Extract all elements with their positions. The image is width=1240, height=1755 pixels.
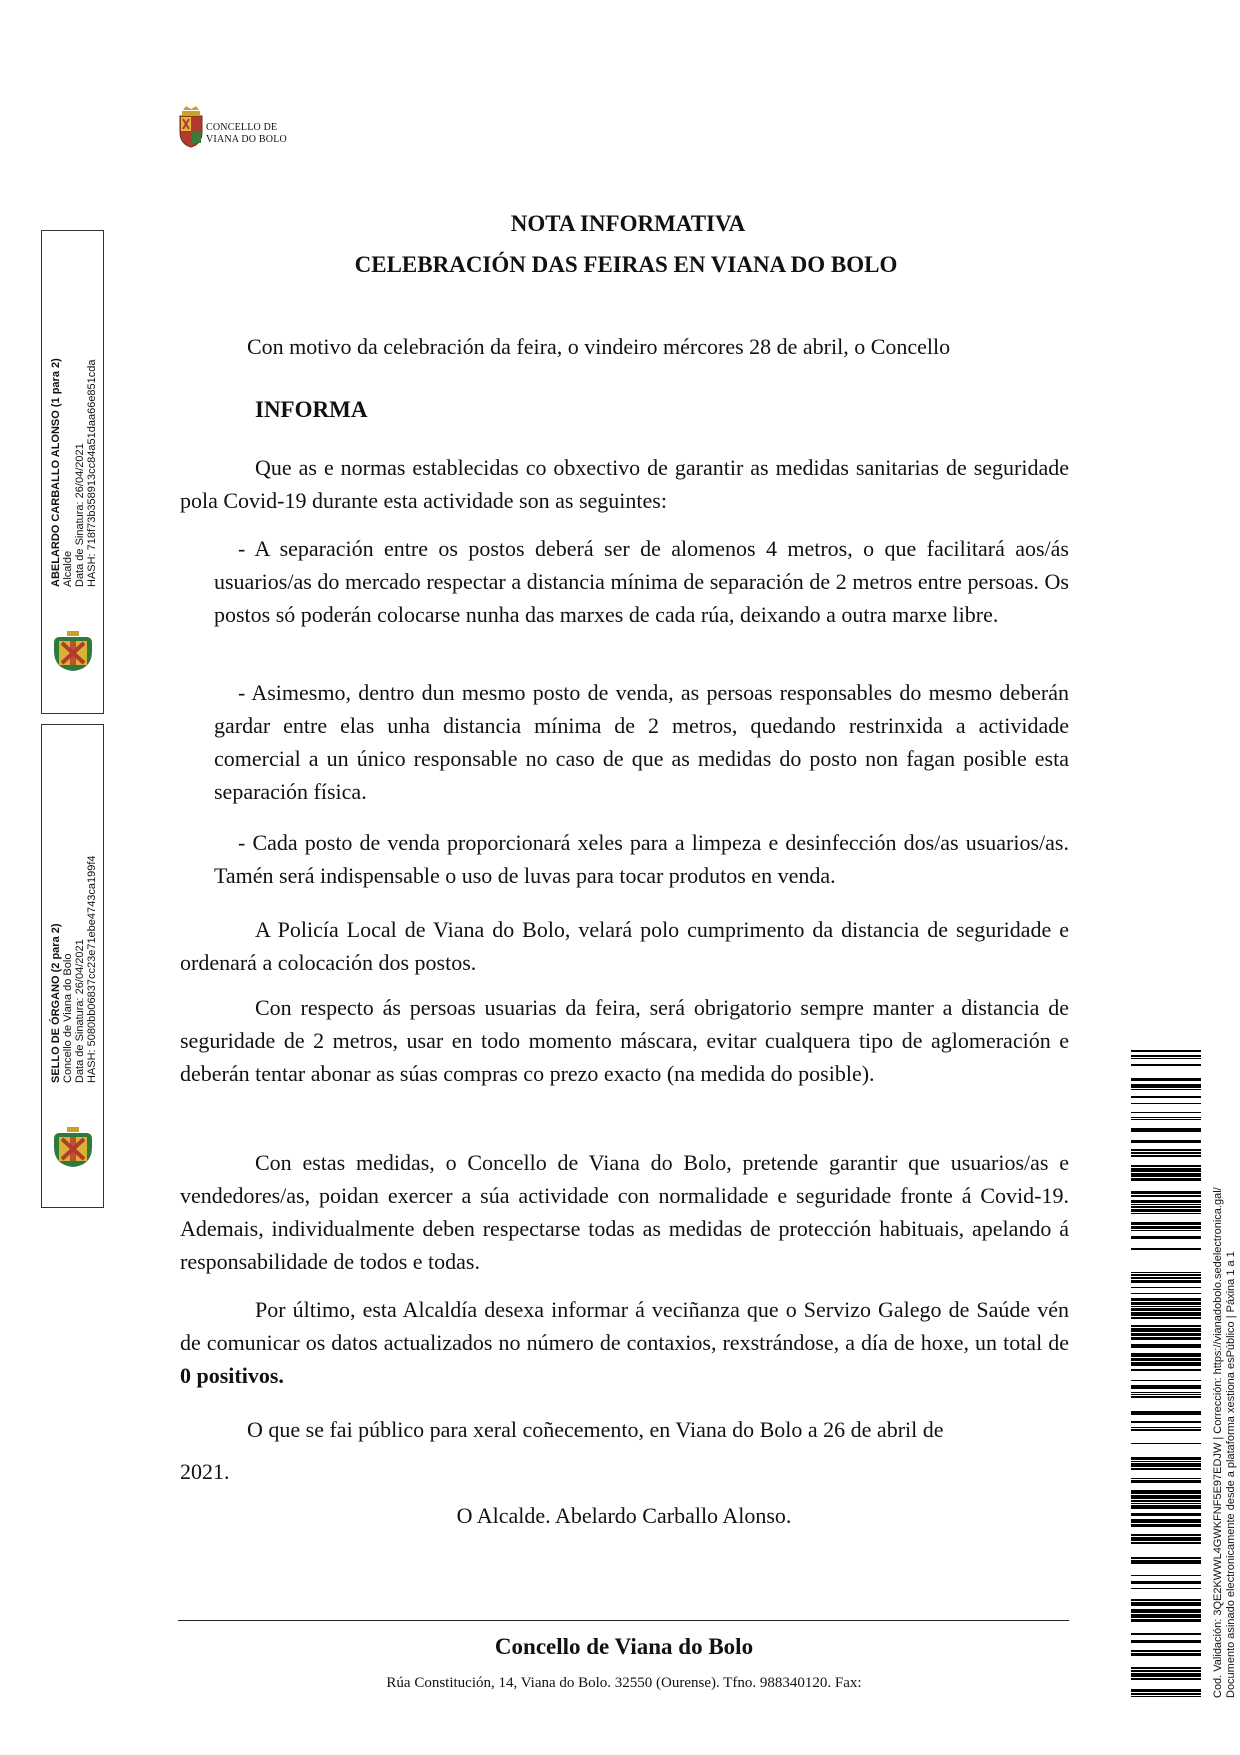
signature-details: ABELARDO CARBALLO ALONSO (1 para 2) Alcalde Data de Sinatura: 26/04/2021 HASH: 718f73b358913cc84a51daa66e851cda xyxy=(50,358,98,587)
footer-address: Rúa Constitución, 14, Viana do Bolo. 32550 (Ourense). Tfno. 988340120. Fax: xyxy=(386,1675,862,1691)
document-subtitle: CELEBRACIÓN DAS FEIRAS EN VIANA DO BOLO xyxy=(354,252,898,277)
bullet-stall: - Asimesmo, dentro dun mesmo posto de venda, as persoas responsables do mesmo deberán gardar entre elas unha distancia mínima de 2 metros, quedando restrinxida a actividade comercial a un único responsable no caso de que as medidas do posto non fagan posible esta separación física. xyxy=(214,680,1069,804)
logo-text: CONCELLO DE VIANA DO BOLO xyxy=(206,122,287,145)
positives-count: 0 positivos. xyxy=(180,1363,284,1388)
paragraph-measures: Con estas medidas, o Concello de Viana do Bolo, pretende garantir que usuarios/as e vendedores/as, poidan exercer a súa actividade con normalidade e seguridade fronte á Covid-19. Ademais, individualmente deben respectarse todas as medidas de protección habituais, apelando á responsabilidade de todos e todas. xyxy=(180,1150,1069,1274)
signature-box-seal xyxy=(41,724,104,1208)
intro-paragraph: Con motivo da celebración da feira, o vindeiro mércores 28 de abril, o Concello xyxy=(247,334,951,359)
document-title: NOTA INFORMATIVA xyxy=(510,211,746,236)
closing-year: 2021. xyxy=(180,1459,230,1484)
paragraph-users: Con respecto ás persoas usuarias da feira, será obrigatorio sempre manter a distancia de seguridade de 2 metros, usar en todo momento máscara, evitar cualquera tipo de aglomeración e deberán tentar abonar as súas compras co prezo exacto (na medida do posible). xyxy=(180,995,1069,1086)
signoff: O Alcalde. Abelardo Carballo Alonso. xyxy=(456,1503,792,1528)
validation-text: Cod. Validación: 3QE2KWWL4GWKFNF5E97EDJW | Corrección: https://vianadobolo.sedelectronica.gal/ Documento asinado electronicamente desde a plataforma xestiona esPúblico | Páxina 1 a 1 xyxy=(1212,1187,1237,1698)
coat-of-arms-icon xyxy=(178,104,204,148)
validation-barcode xyxy=(1131,1050,1201,1700)
paragraph-norms: Que as e normas establecidas co obxectivo de garantir as medidas sanitarias de seguridade pola Covid-19 durante esta actividade son as seguintes: xyxy=(180,455,1069,513)
bullet-separation: - A separación entre os postos deberá ser de alomenos 4 metros, o que facilitará aos/ás usuarios/as do mercado respectar a distancia mínima de separación de 2 metros entre persoas. Os postos só poderán colocarse nunha das marxes de cada rúa, deixando a outra marxe libre. xyxy=(214,536,1069,627)
seal-details: SELLO DE ÓRGANO (2 para 2) Concello de Viana do Bolo Data de Sinatura: 26/04/2021 HASH: 5080bb06837cc23e71ebe4743ca199f4 xyxy=(50,855,98,1083)
seal-icon xyxy=(48,1125,98,1169)
paragraph-police: A Policía Local de Viana do Bolo, velará polo cumprimento da distancia de seguridade e ordenará a colocación dos postos. xyxy=(180,917,1069,975)
footer-organization: Concello de Viana do Bolo xyxy=(494,1634,754,1659)
bullet-gel: - Cada posto de venda proporcionará xeles para a limpeza e desinfección dos/as usuarios/as. Tamén será indispensable o uso de luvas para tocar produtos en venda. xyxy=(214,830,1069,888)
paragraph-covid-data: Por último, esta Alcaldía desexa informar á veciñanza que o Servizo Galego de Saúde vén de comunicar os datos actualizados no número de contaxios, rexstrándose, a día de hoxe, un total de 0 positivos. xyxy=(180,1297,1069,1388)
closing-line: O que se fai público para xeral coñecemento, en Viana do Bolo a 26 de abril de xyxy=(247,1417,944,1442)
footer-divider xyxy=(178,1620,1069,1621)
signature-box-mayor xyxy=(41,230,104,714)
concello-logo xyxy=(178,104,298,150)
informa-heading: INFORMA xyxy=(255,397,368,422)
seal-icon xyxy=(48,629,98,673)
